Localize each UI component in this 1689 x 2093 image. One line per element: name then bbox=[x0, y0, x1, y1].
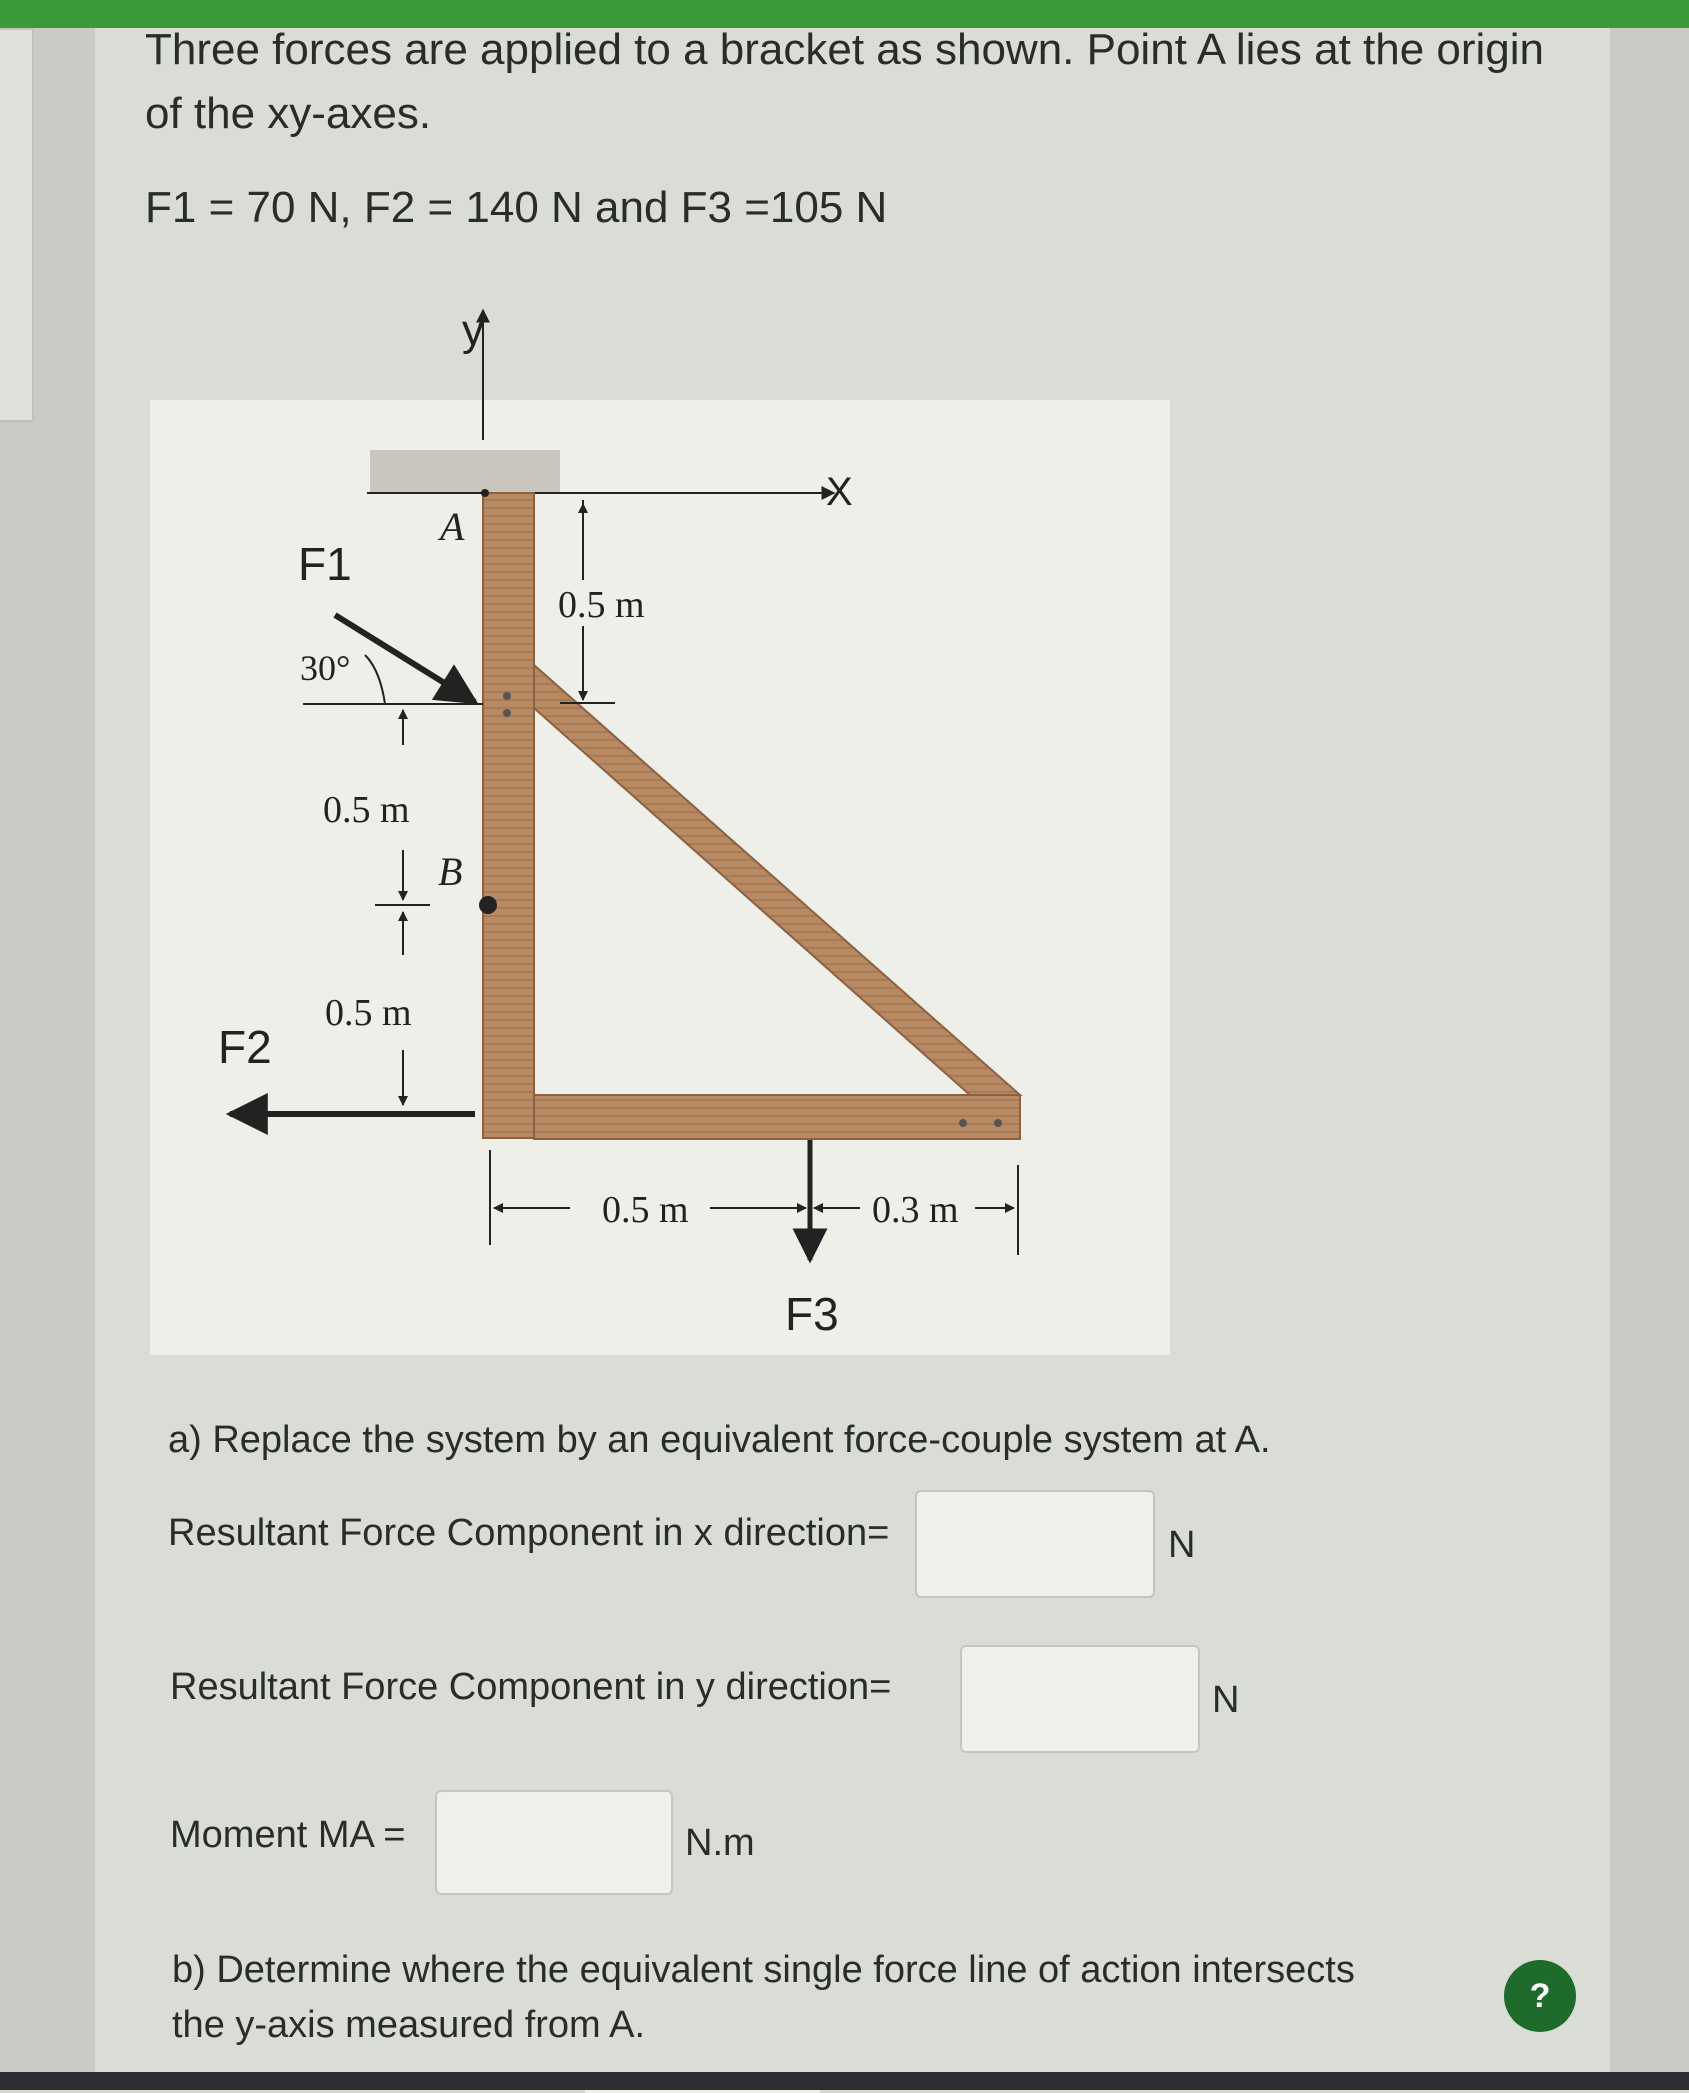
dim-bottom-2-label: 0.3 m bbox=[872, 1189, 959, 1231]
dim-top-label: 0.5 m bbox=[558, 584, 645, 626]
point-b-label: B bbox=[438, 849, 463, 894]
point-b-dot bbox=[479, 896, 497, 914]
bracket-diagram bbox=[150, 306, 1170, 1355]
y-axis-label: y bbox=[462, 306, 484, 355]
moment-label: Moment MA = bbox=[170, 1814, 406, 1856]
point-a-label: A bbox=[440, 504, 465, 549]
dim-bottom-1-label: 0.5 m bbox=[602, 1189, 689, 1231]
part-b-line-1: b) Determine where the equivalent single force line of action intersects bbox=[172, 1949, 1355, 1991]
f3-label: F3 bbox=[785, 1288, 839, 1340]
moment-unit: N.m bbox=[685, 1822, 755, 1864]
left-panel-card[interactable] bbox=[0, 28, 34, 422]
moment-input[interactable] bbox=[435, 1790, 673, 1895]
part-b-line-2: the y-axis measured from A. bbox=[172, 2004, 646, 2046]
part-a-heading: a) Replace the system by an equivalent force-couple system at A. bbox=[168, 1419, 1271, 1461]
dim-left-1-label: 0.5 m bbox=[323, 789, 410, 831]
point-a-dot bbox=[481, 489, 489, 497]
bracket-figure bbox=[150, 306, 1170, 1355]
f2-label: F2 bbox=[218, 1021, 272, 1073]
dim-left-2-label: 0.5 m bbox=[325, 992, 412, 1034]
forces-line: F1 = 70 N, F2 = 140 N and F3 =105 N bbox=[145, 183, 888, 232]
bottom-bar bbox=[0, 2072, 1689, 2090]
rx-input[interactable] bbox=[915, 1490, 1155, 1598]
x-axis-label: X bbox=[826, 470, 853, 514]
rx-unit: N bbox=[1168, 1524, 1196, 1566]
wall-hatch bbox=[370, 450, 560, 492]
f1-arrow bbox=[335, 615, 475, 702]
ry-label: Resultant Force Component in y direction= bbox=[170, 1666, 892, 1708]
right-margin bbox=[1610, 28, 1689, 2090]
f1-label: F1 bbox=[298, 538, 352, 590]
intro-line-1: Three forces are applied to a bracket as shown. Point A lies at the origin bbox=[145, 25, 1545, 74]
horizontal-member bbox=[534, 1095, 1020, 1139]
angle-label: 30° bbox=[300, 648, 351, 688]
ry-unit: N bbox=[1212, 1679, 1240, 1721]
help-button[interactable]: ? bbox=[1504, 1960, 1576, 2032]
intro-line-2: of the xy-axes. bbox=[145, 89, 432, 138]
ry-input[interactable] bbox=[960, 1645, 1200, 1753]
diagonal-member bbox=[534, 665, 1020, 1095]
vertical-member bbox=[483, 493, 534, 1138]
rx-label: Resultant Force Component in x direction= bbox=[168, 1512, 890, 1554]
